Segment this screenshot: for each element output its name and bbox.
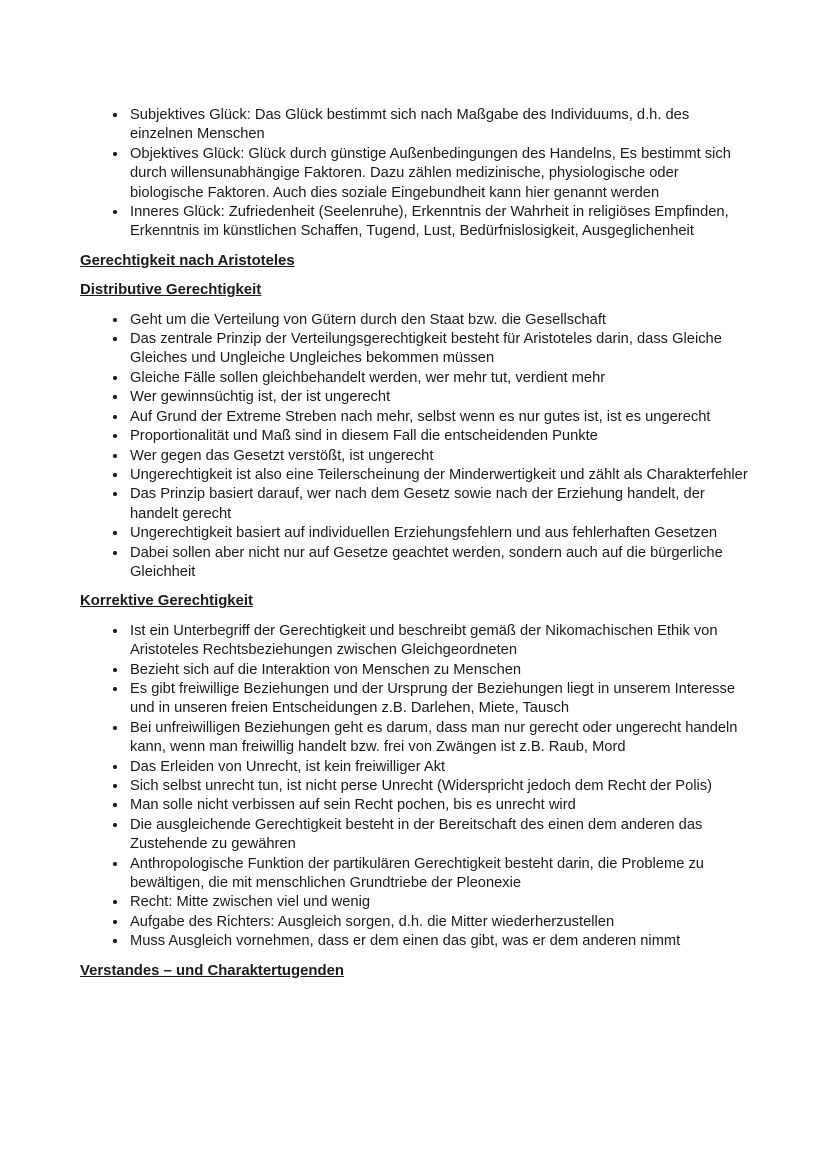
- korrektive-bullet-list: [80, 622, 748, 952]
- list-item: • Dabei sollen aber nicht nur auf Gesetze geachtet werden, sondern auch auf die bürgerliche Gleichheit: [128, 544, 748, 583]
- list-item: • Bei unfreiwilligen Beziehungen geht es darum, dass man nur gerecht oder ungerecht handeln kann, wenn man freiwillig handelt bzw. frei von Zwängen ist z.B. Raub, Mord: [128, 719, 748, 758]
- list-item: • Sich selbst unrecht tun, ist nicht perse Unrecht (Widerspricht jedoch dem Recht der Polis): [128, 777, 748, 796]
- list-item: • Ist ein Unterbegriff der Gerechtigkeit und beschreibt gemäß der Nikomachischen Ethik von Aristoteles Rechtsbeziehungen zwischen Gleichgeordneten: [128, 622, 748, 661]
- list-item: • Proportionalität und Maß sind in diesem Fall die entscheidenden Punkte: [128, 427, 748, 446]
- intro-bullet-list: [80, 106, 748, 242]
- list-item: • Bezieht sich auf die Interaktion von Menschen zu Menschen: [128, 661, 748, 680]
- list-item: • Die ausgleichende Gerechtigkeit besteht in der Bereitschaft des einen dem anderen das Zustehende zu gewähren: [128, 816, 748, 855]
- list-item: • Gleiche Fälle sollen gleichbehandelt werden, wer mehr tut, verdient mehr: [128, 369, 748, 388]
- list-item: • Muss Ausgleich vornehmen, dass er dem einen das gibt, was er dem anderen nimmt: [128, 932, 748, 951]
- list-item: • Anthropologische Funktion der partikulären Gerechtigkeit besteht darin, die Probleme zu bewältigen, die mit menschlichen Grundtriebe der Pleonexie: [128, 855, 748, 894]
- list-item: • Es gibt freiwillige Beziehungen und der Ursprung der Beziehungen liegt in unserem Interesse und in unseren freien Entscheidungen z.B. Darlehen, Miete, Tausch: [128, 680, 748, 719]
- list-item: • Objektives Glück: Glück durch günstige Außenbedingungen des Handelns, Es bestimmt sich durch willensunabhängige Faktoren. Dazu zählen medizinische, physiologische oder biologische Faktoren. Auch dies soziale Eingebundheit kann hier genannt werden: [128, 145, 748, 203]
- list-item: • Das zentrale Prinzip der Verteilungsgerechtigkeit besteht für Aristoteles darin, dass Gleiche Gleiches und Ungleiche Ungleiches bekommen müssen: [128, 330, 748, 369]
- list-item: • Man solle nicht verbissen auf sein Recht pochen, bis es unrecht wird: [128, 796, 748, 815]
- distributive-bullet-list: [80, 311, 748, 583]
- list-item: • Auf Grund der Extreme Streben nach mehr, selbst wenn es nur gutes ist, ist es ungerecht: [128, 408, 748, 427]
- list-item: • Geht um die Verteilung von Gütern durch den Staat bzw. die Gesellschaft: [128, 311, 748, 330]
- list-item: • Das Prinzip basiert darauf, wer nach dem Gesetz sowie nach der Erziehung handelt, der handelt gerecht: [128, 485, 748, 524]
- list-item: • Ungerechtigkeit ist also eine Teilerscheinung der Minderwertigkeit und zählt als Charakterfehler: [128, 466, 748, 485]
- list-item: • Aufgabe des Richters: Ausgleich sorgen, d.h. die Mitter wiederherzustellen: [128, 913, 748, 932]
- list-item: • Recht: Mitte zwischen viel und wenig: [128, 893, 748, 912]
- list-item: • Inneres Glück: Zufriedenheit (Seelenruhe), Erkenntnis der Wahrheit in religiöses Empfinden, Erkenntnis im künstlichen Schaffen, Tugend, Lust, Bedürfnislosigkeit, Ausgeglichenheit: [128, 203, 748, 242]
- list-item: • Wer gewinnsüchtig ist, der ist ungerecht: [128, 388, 748, 407]
- list-item: • Subjektives Glück: Das Glück bestimmt sich nach Maßgabe des Individuums, d.h. des einzelnen Menschen: [128, 106, 748, 145]
- section-heading-distributive-gerechtigkeit: Distributive Gerechtigkeit: [80, 282, 262, 299]
- section-heading-gerechtigkeit-nach-aristoteles: Gerechtigkeit nach Aristoteles: [80, 252, 295, 269]
- section-heading-korrektive-gerechtigkeit: Korrektive Gerechtigkeit: [80, 593, 253, 610]
- list-item: • Ungerechtigkeit basiert auf individuellen Erziehungsfehlern und aus fehlerhaften Gesetzen: [128, 524, 748, 543]
- list-item: • Das Erleiden von Unrecht, ist kein freiwilliger Akt: [128, 758, 748, 777]
- section-heading-verstandes-und-charaktertugenden: Verstandes – und Charaktertugenden: [80, 962, 344, 979]
- list-item: • Wer gegen das Gesetzt verstößt, ist ungerecht: [128, 447, 748, 466]
